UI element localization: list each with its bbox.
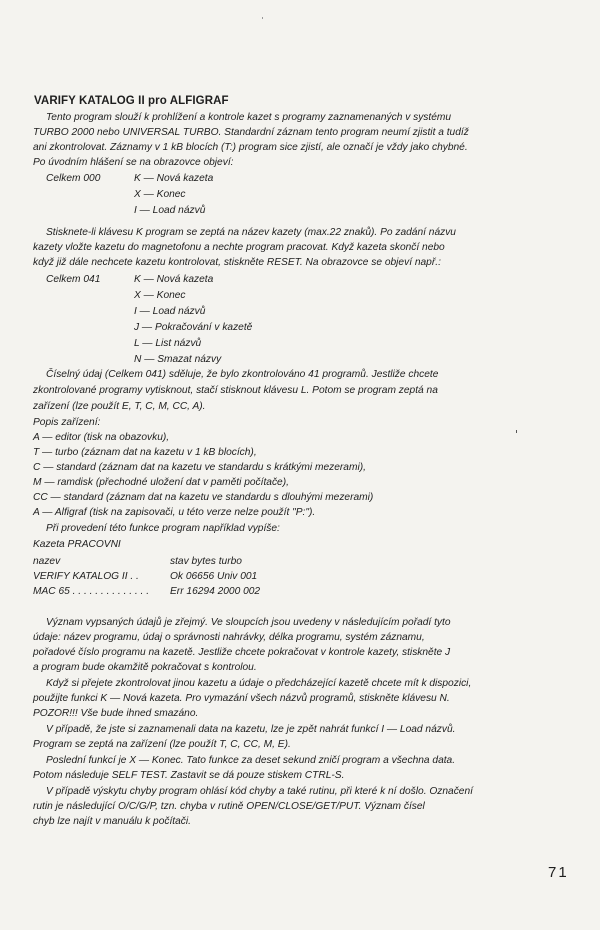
device-item: A — Alfigraf (tisk na zapisovači, u této verze nelze použít "P:"). [33,507,316,518]
menu-item: J — Pokračování v kazetě [134,322,253,333]
text-line: POZOR!!! Vše bude ihned smazáno. [33,708,199,719]
text-line: Po úvodním hlášení se na obrazovce objeví: [33,157,234,168]
menu-item: K — Nová kazeta [134,173,214,184]
menu-total-label: Celkem 041 [46,274,101,285]
text-line: když již dále nechcete kazetu kontrolovat, stiskněte RESET. Na obrazovce se objeví např.: [33,257,441,268]
text-line: použijte funkci K — Nová kazeta. Pro vymazání všech názvů programů, stiskněte klávesu N. [33,693,450,704]
text-line: zkontrolované programy vytisknout, stačí stisknout klávesu L. Potom se program zeptá na [33,385,438,396]
device-item: T — turbo (záznam dat na kazetu v 1 kB blocích), [33,447,257,458]
text-line: V případě výskytu chyby program ohlásí kód chyby a také rutinu, při které k ní došlo. Označení [46,786,473,797]
device-item: M — ramdisk (přechodné uložení dat v paměti počítače), [33,477,289,488]
listing-line: Kazeta PRACOVNI [33,539,121,550]
text-line: ani zkontrolovat. Záznamy v 1 kB blocích (T:) program sice zjistí, ale označí je vždy jako chybné. [33,142,468,153]
scan-speck [516,430,517,433]
scan-speck [262,17,263,19]
text-line: údaje: název programu, údaj o správnosti nahrávky, délka programu, systém záznamu, [33,632,425,643]
listing-header-name: nazev [33,556,61,567]
menu-item: I — Load názvů [134,205,206,216]
text-line: Potom následuje SELF TEST. Zastavit se dá pouze stiskem CTRL-S. [33,770,345,781]
text-line: Stisknete-li klávesu K program se zeptá na název kazety (max.22 znaků). Po zadání názvu [46,227,456,238]
page-number: 71 [548,864,569,881]
text-line: pořadové číslo programu na kazetě. Jestliže chcete pokračovat v kontrole kazety, stiskněte J [33,647,451,658]
text-line: kazety vložte kazetu do magnetofonu a nechte program pracovat. Když kazeta skončí nebo [33,242,445,253]
text-line: Když si přejete zkontrolovat jinou kazetu a údaje o předcházející kazetě chcete mít k dispozici, [46,678,472,689]
menu-total-label: Celkem 000 [46,173,101,184]
device-item: C — standard (záznam dat na kazetu ve standardu s krátkými mezerami), [33,462,366,473]
device-list-heading: Popis zařízení: [33,417,101,428]
text-line: TURBO 2000 nebo UNIVERSAL TURBO. Standardní záznam tento program neumí zjistit a tudíž [33,127,469,138]
device-item: CC — standard (záznam dat na kazetu ve standardu s dlouhými mezerami) [33,492,374,503]
menu-item: X — Konec [134,290,186,301]
text-line: Význam vypsaných údajů je zřejmý. Ve sloupcích jsou uvedeny v následujícím pořadí tyto [46,617,451,628]
text-line: Poslední funkcí je X — Konec. Tato funkce za deset sekund zničí program a všechna data. [46,755,456,766]
text-line: zařízení (lze použít E, T, C, M, CC, A). [33,401,206,412]
text-line: Tento program slouží k prohlížení a kontrole kazet s programy zaznamenaných v systému [46,112,452,123]
menu-item: L — List názvů [134,338,202,349]
device-item: A — editor (tisk na obazovku), [33,432,170,443]
listing-row-name: MAC 65 . . . . . . . . . . . . . . [33,586,150,597]
menu-item: I — Load názvů [134,306,206,317]
text-line: Číselný údaj (Celkem 041) sděluje, že bylo zkontrolováno 41 programů. Jestliže chcete [46,369,439,380]
listing-row-values: Ok 06656 Univ 001 [170,571,258,582]
article-title: VARIFY KATALOG II pro ALFIGRAF [34,95,229,107]
menu-item: K — Nová kazeta [134,274,214,285]
text-line: chyb lze najít v manuálu k počítači. [33,816,191,827]
menu-item: X — Konec [134,189,186,200]
text-line: rutin je následující O/C/G/P, tzn. chyba v rutině OPEN/CLOSE/GET/PUT. Význam čísel [33,801,425,812]
text-line: a program bude okamžitě pokračovat s kontrolou. [33,662,257,673]
text-line: Při provedení této funkce program například vypíše: [46,523,280,534]
listing-row-values: Err 16294 2000 002 [170,586,261,597]
text-line: Program se zeptá na zařízení (lze použít T, C, CC, M, E). [33,739,291,750]
listing-header-columns: stav bytes turbo [170,556,242,567]
listing-row-name: VERIFY KATALOG II . . [33,571,139,582]
text-line: V případě, že jste si zaznamenali data na kazetu, lze je zpět nahrát funkcí I — Load názvů. [46,724,456,735]
menu-item: N — Smazat názvy [134,354,222,365]
